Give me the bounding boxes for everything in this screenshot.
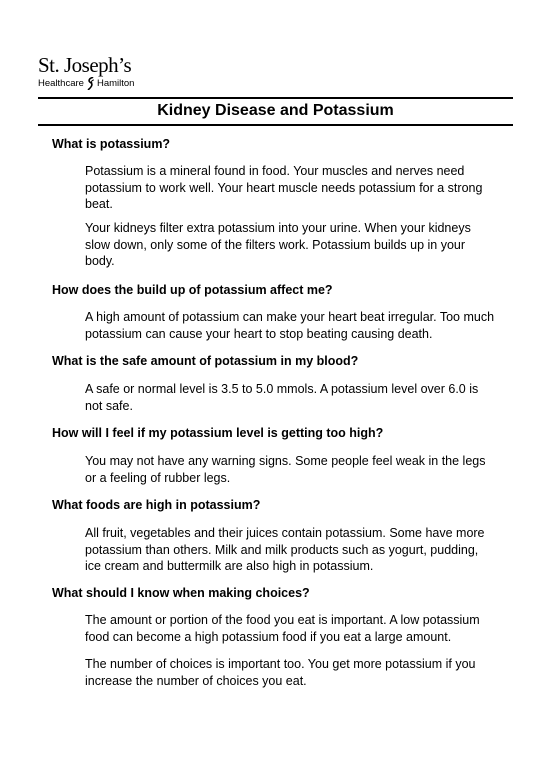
answer-paragraph: You may not have any warning signs. Some people feel weak in the legs or a feeling of rubber legs. (85, 454, 486, 485)
logo-subtitle (38, 77, 158, 90)
question-heading: What is potassium? (52, 137, 171, 151)
title-bottom-rule (38, 124, 513, 126)
document-title: Kidney Disease and Potassium (157, 102, 394, 119)
swirl-symbol-icon (86, 77, 95, 90)
question-heading: How does the build up of potassium affect me? (52, 283, 333, 297)
question-heading: How will I feel if my potassium level is getting too high? (52, 426, 384, 440)
answer-paragraph: Potassium is a mineral found in food. Your muscles and nerves need potassium to work well. Your heart muscle needs potassium for a strong beat. (85, 164, 483, 211)
answer-paragraph: Your kidneys filter extra potassium into your urine. When your kidneys slow down, only some of the filters work. Potassium builds up in your body. (85, 221, 471, 268)
answer-paragraph: The amount or portion of the food you eat is important. A low potassium food can become a high potassium food if you eat a large amount. (85, 613, 480, 644)
answer-paragraph: The number of choices is important too. You get more potassium if you increase the number of choices you eat. (85, 657, 476, 688)
logo-name: St. Joseph’s (38, 53, 132, 77)
organization-logo (38, 54, 158, 90)
question-heading: What is the safe amount of potassium in my blood? (52, 354, 359, 368)
answer-paragraph: A safe or normal level is 3.5 to 5.0 mmols. A potassium level over 6.0 is not safe. (85, 382, 479, 413)
logo-left-text: Healthcare (38, 77, 84, 89)
question-heading: What should I know when making choices? (52, 586, 310, 600)
title-top-rule (38, 97, 513, 99)
question-heading: What foods are high in potassium? (52, 498, 261, 512)
logo-right-text: Hamilton (96, 77, 135, 89)
answer-paragraph: A high amount of potassium can make your heart beat irregular. Too much potassium can cause your heart to stop beating causing death. (85, 310, 495, 341)
answer-paragraph: All fruit, vegetables and their juices contain potassium. Some have more potassium than others. Milk and milk products such as yogurt, pudding, ice cream and buttermilk are also high in potassium. (85, 526, 485, 573)
